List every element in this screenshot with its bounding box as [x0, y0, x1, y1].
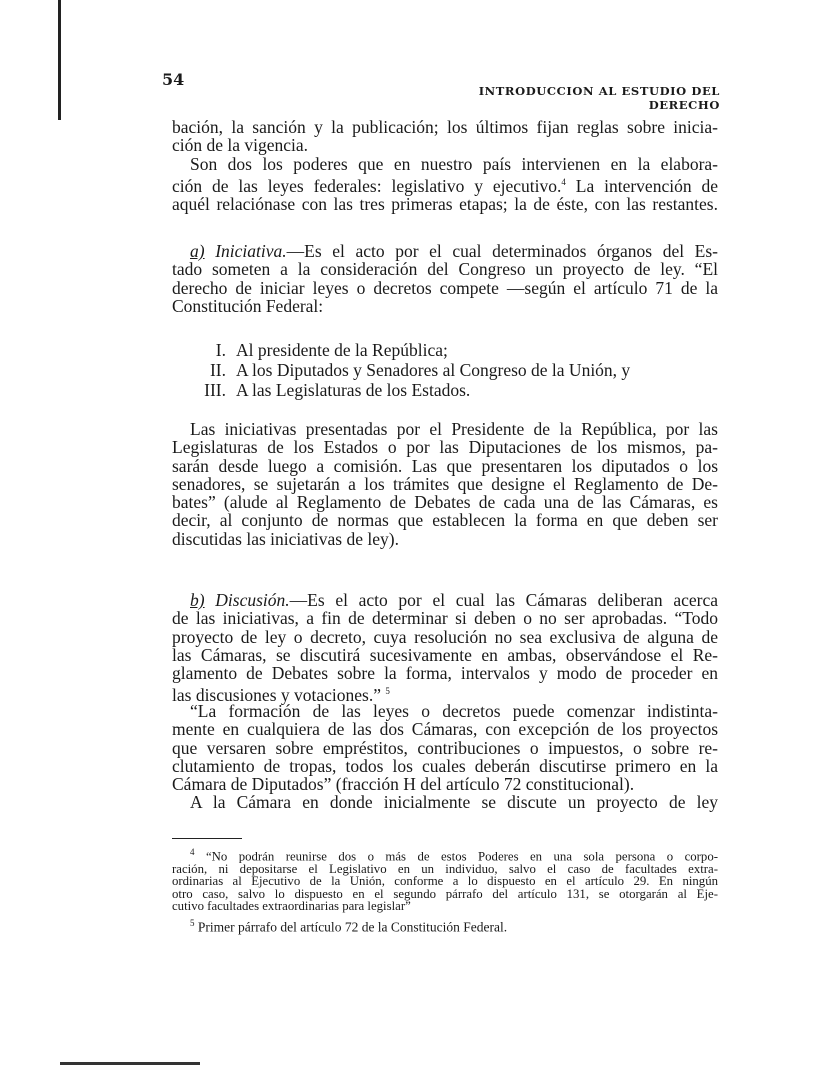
footnote-mark: 4	[190, 847, 195, 857]
text-line: mente en cualquiera de las dos Cámaras, con excepción de los proyectos	[172, 719, 718, 740]
scan-edge	[58, 0, 61, 120]
text-line	[172, 242, 718, 260]
text-line	[172, 173, 718, 195]
text-line: bación, la sanción y la publicación; los últimos fijan reglas sobre inicia-	[172, 117, 718, 137]
footnote-line	[172, 917, 718, 934]
footnote-line: cutivo facultades extraordinarias para legislar”	[172, 899, 411, 914]
footnote-5	[172, 917, 718, 934]
footnote-line: ración, ni depositarse el Legislativo en un individuo, salvo el caso de facultades extra-	[172, 861, 718, 876]
text-line: bates” (alude al Reglamento de Debates de cada una de las Cámaras, es	[172, 492, 718, 513]
list-text: A los Diputados y Senadores al Congreso de la Unión, y	[236, 360, 631, 380]
footnote-line: otro caso, salvo lo dispuesto en el segundo párrafo del artículo 131, se otorgarán al Eje-	[172, 886, 718, 901]
list-number: III.	[204, 380, 226, 400]
text-span: ción de las leyes federales: legislativo y ejecutivo.	[172, 176, 562, 197]
text-line: decir, al conjunto de normas que establecen la forma en que deben ser	[172, 510, 718, 531]
list-number: I.	[215, 340, 226, 360]
list-number: II.	[209, 360, 226, 380]
list-item	[190, 340, 630, 360]
text-line: Cámara de Diputados” (fracción H del artículo 72 constitucional).	[172, 774, 635, 795]
text-line: las Cámaras, se discutirá sucesivamente en ambas, observándose el Re-	[172, 644, 718, 665]
text-line	[172, 591, 718, 609]
text-line: de las iniciativas, a fin de determinar si deben o no ser aprobadas. “Todo	[172, 608, 718, 629]
text-line: clutamiento de tropas, todos los cuales deberán discutirse primero en la	[172, 755, 718, 776]
footnote-rule	[172, 838, 242, 839]
scan-edge	[60, 1062, 200, 1065]
text-span: Primer párrafo del artículo 72 de la Constitución Federal.	[197, 919, 508, 935]
text-line: proyecto de ley o decreto, cuya resolución no sea exclusiva de alguna de	[172, 626, 718, 647]
footnote-4	[172, 846, 718, 913]
footnote-line	[172, 846, 718, 863]
text-line: Son dos los poderes que en nuestro país intervienen en la elabora-	[190, 154, 718, 174]
text-span: La intervención de	[565, 176, 718, 197]
list-text: Al presidente de la República;	[236, 340, 448, 360]
list-text: A las Legislaturas de los Estados.	[236, 380, 471, 400]
paragraph-6	[172, 702, 718, 812]
footnote-mark: 5	[190, 918, 195, 928]
text-line: derecho de iniciar leyes o decretos compete —según el artículo 71 de la	[172, 277, 718, 298]
text-line: discutidas las iniciativas de ley).	[172, 528, 399, 549]
text-line: Legislaturas de los Estados o por las Diputaciones de los mismos, pa-	[172, 437, 718, 458]
text-span: —Es el acto por el cual las Cámaras deliberan acerca	[289, 590, 719, 610]
text-span: las discusiones y votaciones.”	[172, 685, 381, 706]
text-line: ción de la vigencia.	[172, 135, 309, 156]
text-span: —Es el acto por el cual determinados órganos del Es-	[286, 241, 719, 261]
numbered-list	[190, 340, 630, 400]
section-marker: b)	[190, 590, 205, 610]
section-marker: a)	[190, 241, 205, 261]
footnote-line: ordinarias al Ejecutivo de la Unión, conforme a lo dispuesto en el artículo 29. En ningún	[172, 874, 718, 889]
footnote-ref[interactable]: 5	[385, 686, 390, 697]
text-line: que versaren sobre empréstitos, contribuciones o impuestos, o sobre re-	[172, 737, 718, 758]
section-discusion	[172, 591, 718, 705]
text-line: tado someten a la consideración del Congreso un proyecto de ley. “El	[172, 259, 718, 280]
list-item	[190, 360, 630, 380]
page-number: 54	[162, 70, 185, 89]
paragraph-2	[172, 155, 718, 214]
text-line: glamento de Debates sobre la forma, intervalos y modo de proceder en	[172, 663, 718, 684]
section-iniciativa	[172, 242, 718, 315]
running-head: INTRODUCCION AL ESTUDIO DEL DERECHO	[478, 84, 720, 112]
section-title: Discusión.	[215, 590, 290, 610]
paragraph-4	[172, 420, 718, 548]
text-span: “No podrán reunirse dos o más de estos Poderes en una sola persona o corpo-	[205, 849, 718, 864]
text-line: “La formación de las leyes o decretos puede comenzar indistinta-	[190, 701, 718, 721]
paragraph-1	[172, 118, 718, 155]
text-line: A la Cámara en donde inicialmente se discute un proyecto de ley	[190, 792, 718, 813]
text-line: senadores, se sujetarán a los trámites que designe el Reglamento de De-	[172, 473, 718, 494]
text-line: aquél relaciónase con las tres primeras etapas; la de éste, con las restantes.	[172, 194, 718, 215]
text-line: Las iniciativas presentadas por el Presidente de la República, por las	[190, 419, 718, 439]
section-title: Iniciativa.	[215, 241, 287, 261]
text-line: Constitución Federal:	[172, 295, 324, 316]
text-line: sarán desde luego a comisión. Las que presentaren los diputados o los	[172, 455, 718, 476]
footnote-ref[interactable]: 4	[561, 177, 566, 188]
list-item	[190, 380, 630, 400]
